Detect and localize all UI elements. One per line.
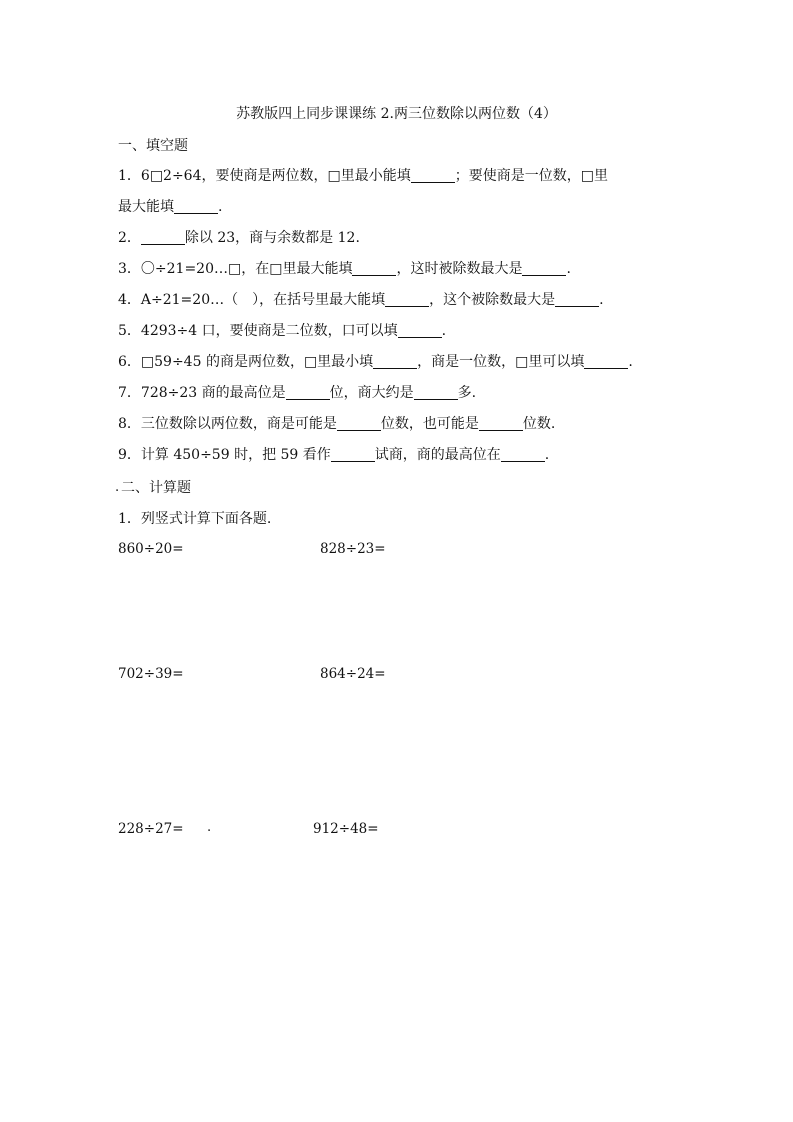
question-5-text-a: 5．4293÷4 口，要使商是二位数，口可以填 <box>118 323 398 339</box>
stray-mark: . <box>207 820 212 835</box>
answer-blank[interactable] <box>522 261 566 276</box>
calc-problem-228-27: 228÷27= <box>118 821 184 837</box>
answer-blank[interactable] <box>385 292 429 307</box>
section-2-mark: . <box>115 480 120 495</box>
answer-blank[interactable] <box>373 354 417 369</box>
question-9-text-c: . <box>544 447 550 463</box>
question-1-line-2 <box>118 198 222 216</box>
calc-problem-860-20: 860÷20= <box>118 541 184 557</box>
question-6-text-b: ，商是一位数，□里可以填 <box>417 354 585 370</box>
answer-blank[interactable] <box>286 385 330 400</box>
answer-blank[interactable] <box>501 447 545 462</box>
question-6-text-c: . <box>628 354 633 370</box>
question-8-text-a: 8．三位数除以两位数，商是可能是 <box>118 416 337 432</box>
question-4-text-a: 4．A÷21=20…（ ），在括号里最大能填 <box>118 292 386 308</box>
question-6-text-a: 6．□59÷45 的商是两位数，□里最小填 <box>118 354 374 370</box>
question-1-text-c: 最大能填 <box>118 199 174 215</box>
question-7-text-c: 多. <box>457 385 477 401</box>
answer-blank[interactable] <box>479 416 523 431</box>
calc-problem-912-48: 912÷48= <box>313 821 379 837</box>
question-8 <box>118 415 555 433</box>
question-4-text-c: . <box>599 292 604 308</box>
answer-blank[interactable] <box>414 385 458 400</box>
question-9-text-b: 试商，商的最高位在 <box>374 447 501 463</box>
question-6 <box>118 353 633 371</box>
question-5 <box>118 322 446 340</box>
question-8-text-c: 位数. <box>522 416 556 432</box>
calc-problem-702-39: 702÷39= <box>118 666 184 682</box>
answer-blank[interactable] <box>141 230 185 245</box>
question-7-text-b: 位，商大约是 <box>329 385 414 401</box>
answer-blank[interactable] <box>331 447 375 462</box>
answer-blank[interactable] <box>337 416 381 431</box>
question-4-text-b: ，这个被除数最大是 <box>429 292 556 308</box>
question-5-text-b: . <box>441 323 447 339</box>
question-1-text-d: . <box>218 199 223 215</box>
answer-blank[interactable] <box>398 323 442 338</box>
question-8-text-b: 位数，也可能是 <box>380 416 479 432</box>
page-title: 苏教版四上同步课课练 2.两三位数除以两位数（4） <box>236 106 557 122</box>
question-2-text-b: 除以 23，商与余数都是 12. <box>184 230 360 246</box>
question-9 <box>118 446 549 464</box>
answer-blank[interactable] <box>555 292 599 307</box>
question-1-text-b: ；要使商是一位数，□里 <box>454 168 608 184</box>
question-2 <box>118 229 360 247</box>
section-heading-fill-blank: 一、填空题 <box>118 138 188 154</box>
question-3-text-b: ，这时被除数最大是 <box>396 261 523 277</box>
question-3-text-c: . <box>566 261 571 277</box>
calculation-instruction: 1．列竖式计算下面各题. <box>118 511 272 527</box>
question-9-text-a: 9．计算 450÷59 时，把 59 看作 <box>118 447 331 463</box>
answer-blank[interactable] <box>584 354 628 369</box>
question-7-text-a: 7．728÷23 商的最高位是 <box>118 385 286 401</box>
section-heading-calculation: 二、计算题 <box>121 480 191 496</box>
question-1-line-1 <box>118 167 608 185</box>
question-2-text-a: 2． <box>118 230 141 246</box>
answer-blank[interactable] <box>411 168 455 183</box>
question-3 <box>118 260 571 278</box>
answer-blank[interactable] <box>174 199 218 214</box>
calc-problem-828-23: 828÷23= <box>320 541 386 557</box>
question-3-text-a: 3．〇÷21=20…□，在□里最大能填 <box>118 261 353 277</box>
question-4 <box>118 291 604 309</box>
question-1-text-a: 1．6□2÷64，要使商是两位数，□里最小能填 <box>118 168 411 184</box>
calc-problem-864-24: 864÷24= <box>320 666 386 682</box>
answer-blank[interactable] <box>352 261 396 276</box>
question-7 <box>118 384 476 402</box>
